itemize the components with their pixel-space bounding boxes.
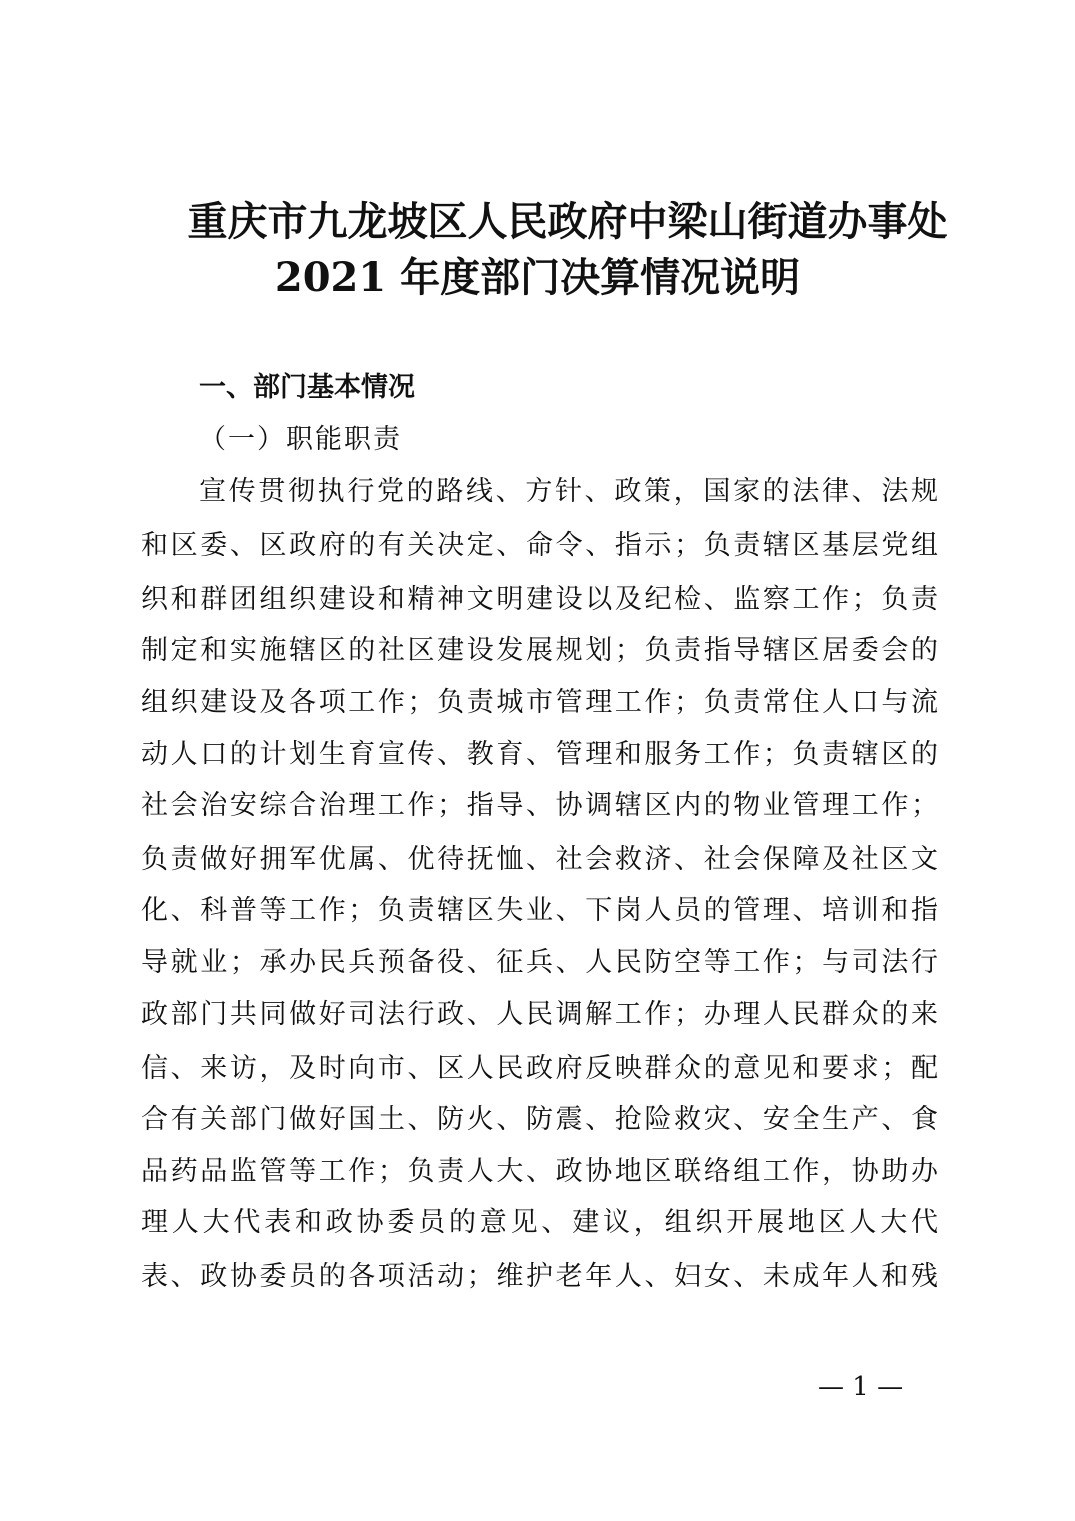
body-line: 政部门共同做好司法行政、人民调解工作；办理人民群众的来 bbox=[141, 999, 938, 1030]
body-line: 组织建设及各项工作；负责城市管理工作；负责常住人口与流 bbox=[141, 687, 938, 718]
document-title-line-1: 重庆市九龙坡区人民政府中梁山街道办事处 bbox=[187, 198, 948, 245]
body-line: 制定和实施辖区的社区建设发展规划；负责指导辖区居委会的 bbox=[141, 635, 938, 666]
body-line: 合有关部门做好国土、防火、防震、抢险救灾、安全生产、食 bbox=[141, 1104, 938, 1135]
body-line: 品药品监管等工作；负责人大、政协地区联络组工作，协助办 bbox=[141, 1156, 938, 1187]
body-line: 社会治安综合治理工作；指导、协调辖区内的物业管理工作； bbox=[141, 790, 938, 821]
body-line: 和区委、区政府的有关决定、命令、指示；负责辖区基层党组 bbox=[141, 530, 938, 561]
body-line: 理人大代表和政协委员的意见、建议，组织开展地区人大代 bbox=[141, 1207, 938, 1238]
body-line: 动人口的计划生育宣传、教育、管理和服务工作；负责辖区的 bbox=[141, 739, 938, 770]
subsection-heading: （一）职能职责 bbox=[199, 424, 402, 455]
page-number: — 1 — bbox=[818, 1372, 904, 1402]
section-heading: 一、部门基本情况 bbox=[199, 372, 415, 403]
body-line: 信、来访，及时向市、区人民政府反映群众的意见和要求；配 bbox=[141, 1053, 938, 1084]
body-line: 化、科普等工作；负责辖区失业、下岗人员的管理、培训和指 bbox=[141, 895, 938, 926]
body-line: 宣传贯彻执行党的路线、方针、政策，国家的法律、法规 bbox=[199, 476, 938, 507]
body-line: 负责做好拥军优属、优待抚恤、社会救济、社会保障及社区文 bbox=[141, 844, 938, 875]
document-title-line-2: 2021 年度部门决算情况说明 bbox=[274, 254, 801, 301]
body-line: 表、政协委员的各项活动；维护老年人、妇女、未成年人和残 bbox=[141, 1261, 938, 1292]
body-line: 织和群团组织建设和精神文明建设以及纪检、监察工作；负责 bbox=[141, 584, 938, 615]
body-line: 导就业；承办民兵预备役、征兵、人民防空等工作；与司法行 bbox=[141, 947, 938, 978]
